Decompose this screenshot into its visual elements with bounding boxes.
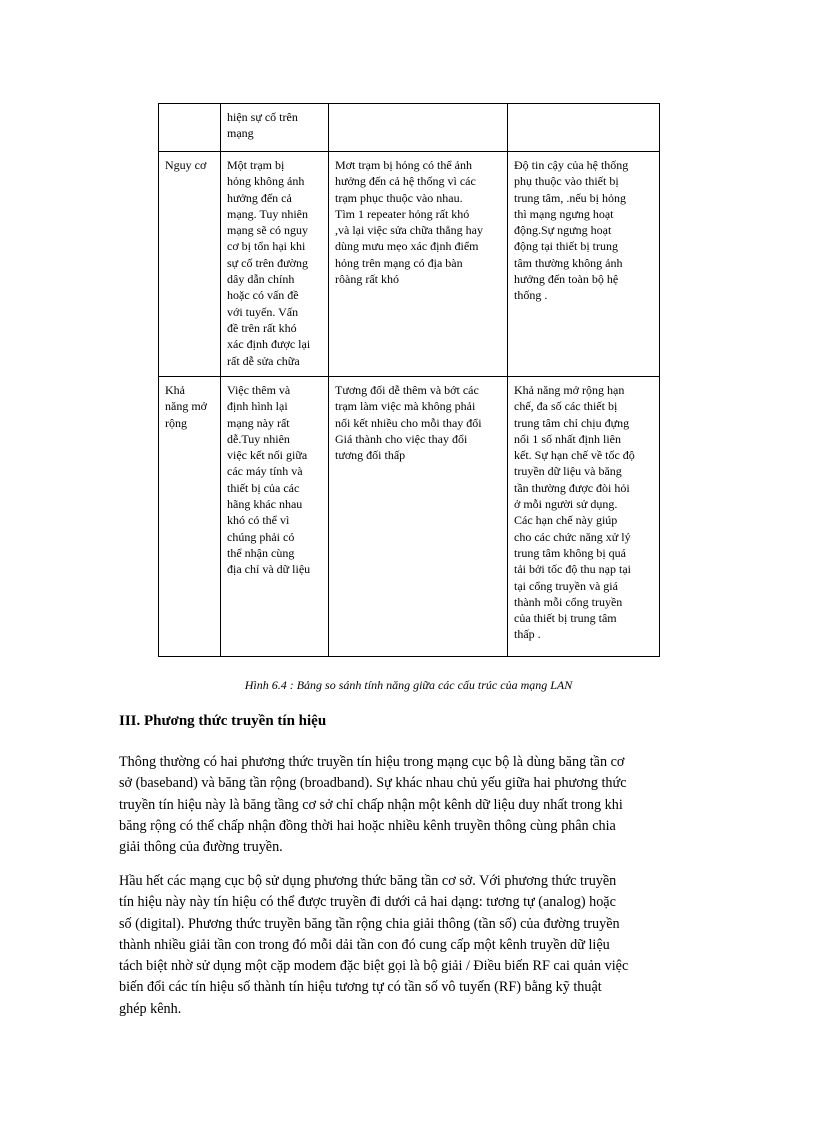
row-label-cell: Khả năng mở rộng [159, 377, 221, 657]
table-cell: Mơt trạm bị hỏng có thể ảnh hưởng đến cả hệ thống vì các trạm phục thuộc vào nhau. Tìm 1 repeater hỏng rất khó ,và lại việc sửa chữa thẳng hay dùng mưu mẹo xác định điểm hỏng trên mạng có địa bàn rôàng rất khó [329, 152, 508, 377]
row-label-cell: Nguy cơ [159, 152, 221, 377]
table-row [159, 104, 660, 152]
text-line: biến đổi các tín hiệu số thành tín hiệu tương tự có tần số vô tuyến (RF) bằng kỹ thuật [119, 979, 602, 996]
text-line: truyền tín hiệu này là băng tầng cơ sở chỉ chấp nhận một kênh dữ liệu duy nhất trong khi [119, 796, 623, 813]
table-row [159, 152, 660, 377]
text-line: băng rộng có thể chấp nhận đồng thời hai hoặc nhiều kênh truyền thông cùng phân chia [119, 817, 616, 834]
table-cell: hiện sự cố trên mạng [221, 104, 329, 152]
text-line: Hầu hết các mạng cục bộ sử dụng phương thức băng tần cơ sở. Với phương thức truyền [119, 873, 617, 889]
text-line: số (digital). Phương thức truyền băng tần rộng chia giải thông (tần số) của đường truyền [119, 915, 620, 932]
text-line: tín hiệu này này tín hiệu có thể được truyền đi dưới cả hai dạng: tương tự (analog) hoặc [119, 894, 616, 911]
text-line: ghép kênh. [119, 1000, 182, 1017]
table-cell: Độ tin cậy của hệ thống phụ thuộc vào thiết bị trung tâm, .nếu bị hỏng thì mạng ngưng hoạt động.Sự ngưng hoạt động tại thiết bị trung tâm thường không ảnh hưởng đến toàn bộ hệ thống . [508, 152, 660, 377]
table-caption: Hình 6.4 : Bảng so sánh tính năng giữa các cấu trúc của mạng LAN [244, 678, 573, 692]
table-cell: Tương đối dễ thêm và bớt các trạm làm việc mà không phải nối kết nhiều cho mỗi thay đổi Giá thành cho việc thay đổi tương đối thấp [329, 377, 508, 657]
table-cell: Khả năng mở rộng hạn chế, đa số các thiết bị trung tâm chỉ chịu đựng nổi 1 số nhất định liên kết. Sự hạn chế về tốc độ truyền dữ liệu và băng tần thường được đòi hỏi ở mỗi người sử dụng. Các hạn chế này giúp cho các chức năng xử lý trung tâm không bị quá tải bởi tốc độ thu nạp tại tại cổng truyền và giá thành mỗi cổng truyền của thiết bị trung tâm thấp . [508, 377, 660, 657]
text-line: giải thông của đường truyền. [119, 839, 283, 856]
text-line: Thông thường có hai phương thức truyền tín hiệu trong mạng cục bộ là dùng băng tần cơ [119, 754, 625, 770]
section-heading: III. Phương thức truyền tín hiệu [119, 713, 327, 729]
text-line: sở (baseband) và băng tần rộng (broadband). Sự khác nhau chủ yếu giữa hai phương thức [119, 775, 627, 792]
table-row [159, 377, 660, 657]
table-cell [329, 104, 508, 152]
table-cell: Một trạm bị hỏng không ảnh hưởng đến cả mạng. Tuy nhiên mạng sẽ có nguy cơ bị tổn hại khi sự cố trên đường dây dẫn chính hoặc có vấn đề với tuyến. Vấn đề trên rất khó xác định được lại rất dễ sửa chữa [221, 152, 329, 377]
text-line: thành nhiều giải tần con trong đó mỗi dải tần con đó cung cấp một kênh truyền dữ liệu [119, 936, 610, 953]
row-label-cell [159, 104, 221, 152]
comparison-table [158, 103, 660, 657]
table-cell: Việc thêm và định hình lại mạng này rất dễ.Tuy nhiên việc kết nối giữa các máy tính và thiết bị của các hãng khác nhau khó có thể vì chúng phải có thể nhận cùng địa chỉ và dữ liệu [221, 377, 329, 657]
paragraph-signal-methods [119, 752, 699, 858]
paragraph-baseband-broadband [119, 871, 699, 1020]
text-line: tách biệt nhờ sử dụng một cặp modem đặc biệt gọi là bộ giải / Điều biến RF cai quản việc [119, 958, 629, 975]
table-cell [508, 104, 660, 152]
